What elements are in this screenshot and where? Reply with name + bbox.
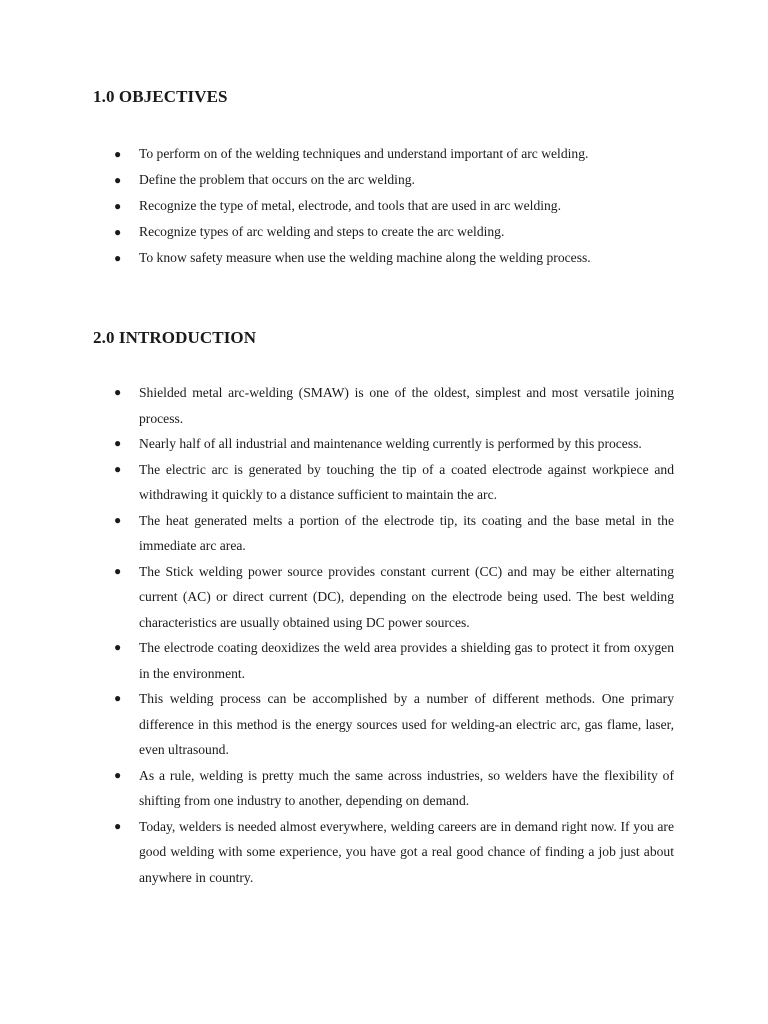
bullet-icon: ●: [114, 225, 122, 239]
list-item: [0, 431, 768, 457]
list-item: [0, 141, 768, 167]
introduction-heading: 2.0 INTRODUCTION: [93, 328, 257, 347]
list-item-text: The electrode coating deoxidizes the weld area provides a shielding gas to protect it from oxygen in the environment.: [139, 640, 674, 681]
list-item-text: The Stick welding power source provides constant current (CC) and may be either alternating current (AC) or direct current (DC), depending on the electrode being used. The best welding characteristics are usually obtained using DC power sources.: [139, 563, 674, 630]
bullet-icon: ●: [114, 251, 122, 265]
bullet-icon: ●: [114, 147, 122, 161]
list-item-text: Today, welders is needed almost everywhere, welding careers are in demand right now. If you are good welding with some experience, you have got a real good chance of finding a job just about anywhere in country.: [139, 818, 674, 885]
list-item-text: As a rule, welding is pretty much the same across industries, so welders have the flexibility of shifting from one industry to another, depending on demand.: [139, 767, 674, 808]
list-item: [0, 193, 768, 219]
list-item: [0, 380, 768, 431]
bullet-icon: ●: [114, 436, 122, 450]
list-item-text: The heat generated melts a portion of the electrode tip, its coating and the base metal in the immediate arc area.: [139, 512, 674, 553]
list-item: [0, 686, 768, 763]
list-item: [0, 635, 768, 686]
bullet-icon: ●: [114, 818, 122, 833]
list-item-text: Nearly half of all industrial and maintenance welding currently is performed by this process.: [139, 436, 642, 451]
list-item-text: Define the problem that occurs on the arc welding.: [139, 172, 415, 187]
list-item-text: Recognize the type of metal, electrode, and tools that are used in arc welding.: [139, 198, 562, 213]
list-item: [0, 167, 768, 193]
bullet-icon: ●: [114, 767, 122, 782]
bullet-icon: ●: [114, 199, 122, 213]
list-item-text: Shielded metal arc-welding (SMAW) is one of the oldest, simplest and most versatile joining process.: [139, 385, 674, 426]
bullet-icon: ●: [114, 461, 122, 476]
list-item: [0, 457, 768, 508]
list-item: [0, 814, 768, 891]
list-item: [0, 219, 768, 245]
list-item: [0, 559, 768, 636]
bullet-icon: ●: [114, 563, 122, 578]
bullet-icon: ●: [114, 512, 122, 527]
introduction-list: [0, 380, 768, 890]
list-item: [0, 245, 768, 271]
bullet-icon: ●: [114, 173, 122, 187]
bullet-icon: ●: [114, 640, 122, 654]
bullet-icon: ●: [114, 691, 122, 705]
objectives-list: [0, 141, 768, 271]
list-item-text: To perform on of the welding techniques and understand important of arc welding.: [139, 146, 589, 161]
list-item-text: This welding process can be accomplished by a number of different methods. One primary difference in this method is the energy sources used for welding-an electric arc, gas flame, laser, even ultrasound.: [139, 691, 674, 757]
objectives-heading: 1.0 OBJECTIVES: [93, 87, 228, 106]
list-item: [0, 508, 768, 559]
bullet-icon: ●: [114, 385, 122, 399]
list-item-text: Recognize types of arc welding and steps to create the arc welding.: [139, 224, 505, 239]
list-item: [0, 763, 768, 814]
list-item-text: To know safety measure when use the welding machine along the welding process.: [139, 250, 591, 265]
list-item-text: The electric arc is generated by touching the tip of a coated electrode against workpiece and withdrawing it quickly to a distance sufficient to maintain the arc.: [139, 461, 674, 502]
